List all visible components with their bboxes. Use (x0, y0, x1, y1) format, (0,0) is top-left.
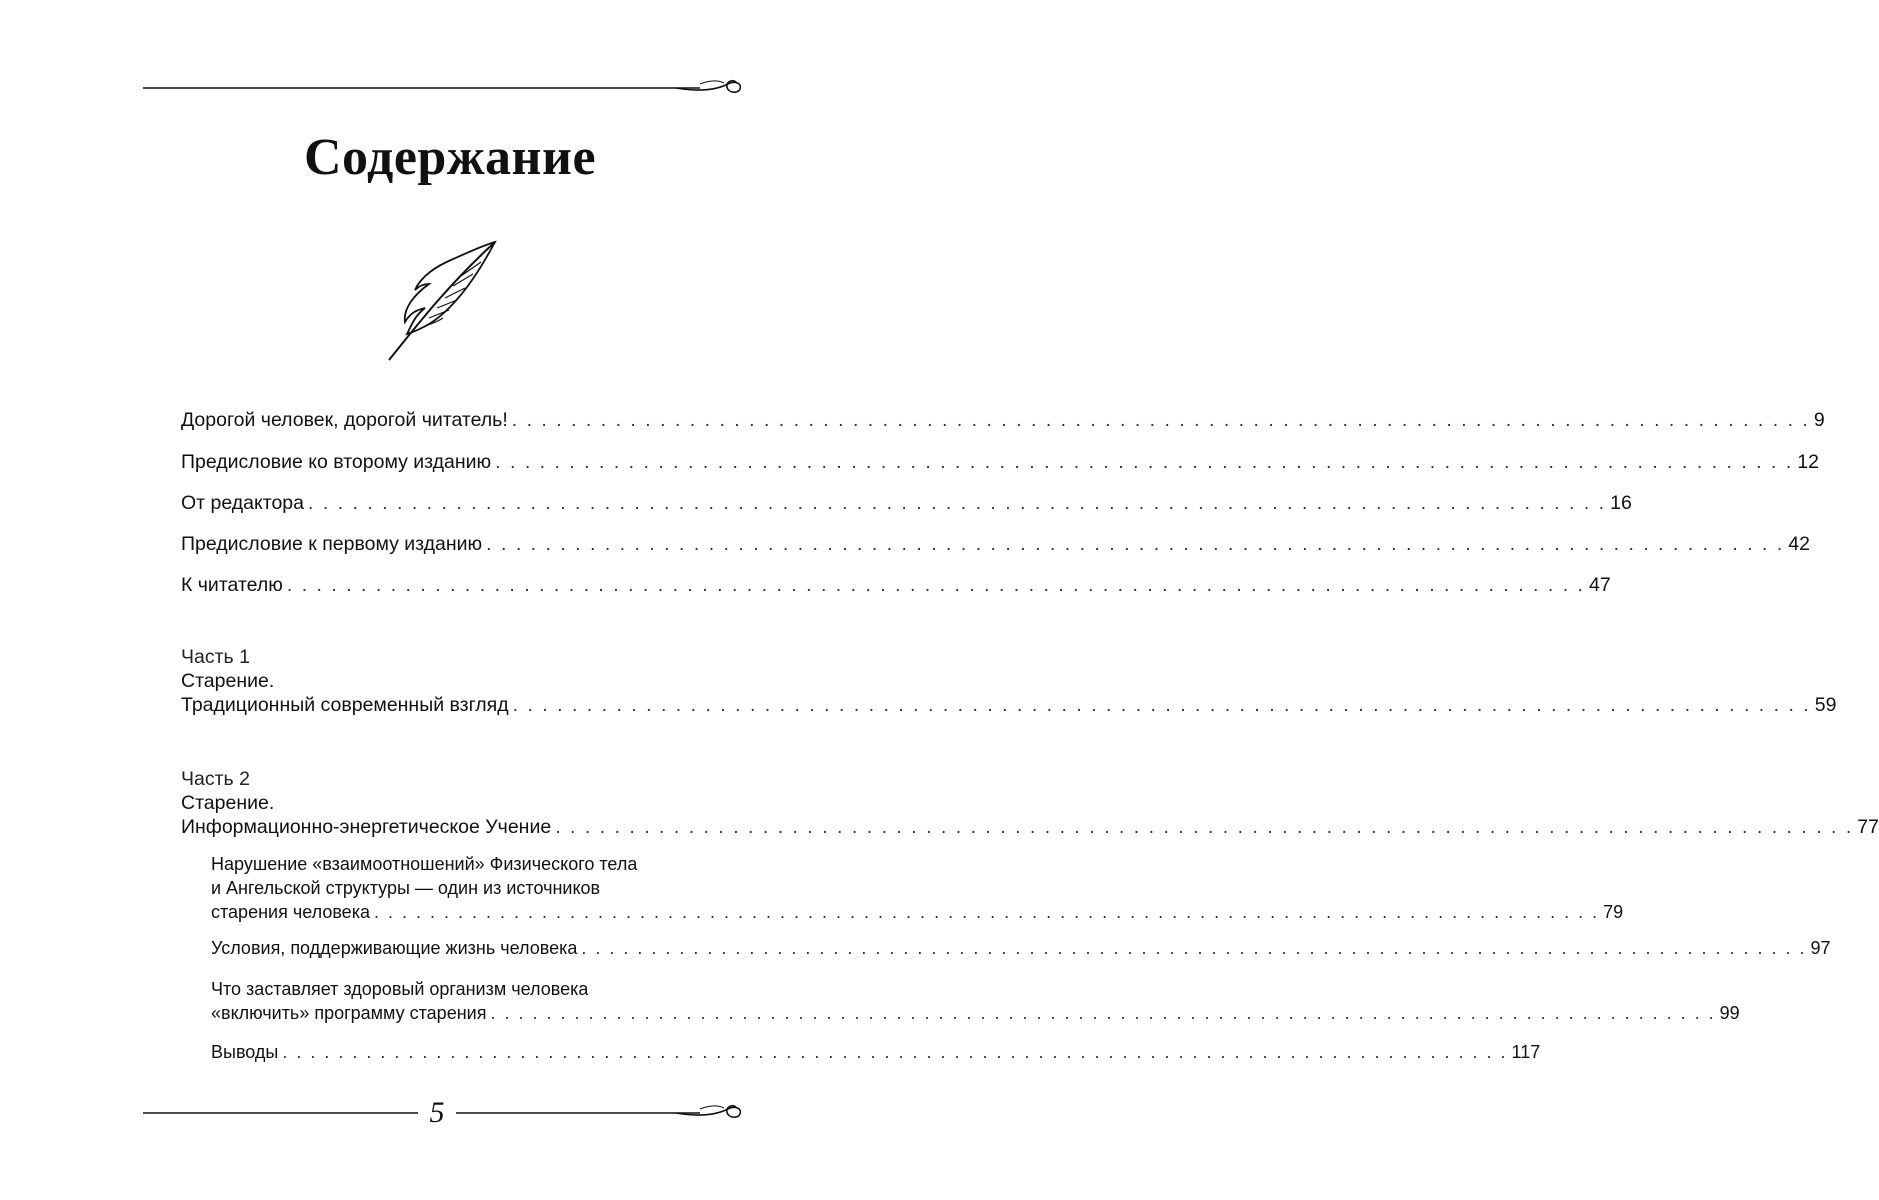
toc-section[interactable] (211, 1040, 1541, 1064)
toc-entry[interactable] (181, 573, 1611, 597)
dot-leader: . . . . . . . . . . . . . . . . . . . . . . . . . . . . . . . . . . . . . . . . . . . . . . . . . . . . . . . . . . . . . . . . . . . . . . . . . . . . . . . . . . . . . . . . (308, 492, 1607, 514)
section-title-line: «включить» программу старения (211, 1003, 487, 1023)
dot-leader: . . . . . . . . . . . . . . . . . . . . . . . . . . . . . . . . . . . . . . . . . . . . . . . . . . . . . . . . . . . . . . . . . . . . . . . . . . . . . . . . . . . . . . . . (512, 694, 1811, 716)
toc-entry-title: К читателю (181, 574, 283, 596)
toc-entry-page: 117 (1511, 1042, 1541, 1062)
section-title-line: старения человека (211, 902, 370, 922)
section-title-line: и Ангельской структуры — один из источников (211, 878, 601, 898)
toc-entry[interactable] (181, 450, 1819, 474)
toc-part[interactable] (181, 767, 1879, 839)
part-title-line: Информационно-энергетическое Учение (181, 816, 552, 838)
dot-leader: . . . . . . . . . . . . . . . . . . . . . . . . . . . . . . . . . . . . . . . . . . . . . . . . . . . . . . . . . . . . . . . . . . . . . . . . . . . . . . . . . . . . . . . . (282, 1042, 1508, 1062)
toc-entry-page: 47 (1588, 574, 1611, 596)
toc-entry-page: 79 (1603, 902, 1624, 922)
dot-leader: . . . . . . . . . . . . . . . . . . . . . . . . . . . . . . . . . . . . . . . . . . . . . . . . . . . . . . . . . . . . . . . . . . . . . . . . . . . . . . . . . . . . . . . . (511, 409, 1810, 431)
dot-leader: . . . . . . . . . . . . . . . . . . . . . . . . . . . . . . . . . . . . . . . . . . . . . . . . . . . . . . . . . . . . . . . . . . . . . . . . . . . . . . . . . . . . . . . . (286, 574, 1585, 596)
toc-entry-page: 59 (1814, 694, 1837, 716)
toc-part[interactable] (181, 645, 1837, 717)
section-title-line: Выводы (211, 1042, 279, 1062)
dot-leader: . . . . . . . . . . . . . . . . . . . . . . . . . . . . . . . . . . . . . . . . . . . . . . . . . . . . . . . . . . . . . . . . . . . . . . . . . . . . . . . . . . . . . . . . (495, 451, 1794, 473)
section-title-line: Нарушение «взаимоотношений» Физического тела (211, 854, 638, 874)
section-title-line: Что заставляет здоровый организм человека (211, 979, 589, 999)
toc-entry[interactable] (181, 532, 1810, 556)
part-title-line: Старение. (181, 792, 275, 814)
toc-entry-title: Предисловие ко второму изданию (181, 451, 492, 473)
toc-entry-page: 99 (1719, 1003, 1740, 1023)
dot-leader: . . . . . . . . . . . . . . . . . . . . . . . . . . . . . . . . . . . . . . . . . . . . . . . . . . . . . . . . . . . . . . . . . . . . . . . . . . . . . . . . . . . . . . . . (581, 938, 1807, 958)
toc-section[interactable] (211, 977, 1740, 1025)
top-ornament-rule (0, 0, 900, 120)
toc-entry[interactable] (181, 408, 1825, 432)
page-number: 5 (429, 1096, 445, 1129)
section-title-line: Условия, поддерживающие жизнь человека (211, 938, 578, 958)
part-title-line: Традиционный современный взгляд (181, 694, 509, 716)
toc-entry-title: Предисловие к первому изданию (181, 533, 483, 555)
toc-entry[interactable] (181, 491, 1632, 515)
part-label: Часть 1 (181, 646, 250, 668)
toc-section[interactable] (211, 852, 1624, 924)
toc-entry-page: 9 (1813, 409, 1825, 431)
toc-entry-page: 42 (1788, 533, 1810, 555)
dot-leader: . . . . . . . . . . . . . . . . . . . . . . . . . . . . . . . . . . . . . . . . . . . . . . . . . . . . . . . . . . . . . . . . . . . . . . . . . . . . . . . . . . . . . . . . (373, 902, 1600, 922)
part-title-line: Старение. (181, 670, 275, 692)
part-label: Часть 2 (181, 768, 250, 790)
feather-icon (385, 238, 505, 363)
toc-entry-page: 12 (1797, 451, 1819, 473)
toc-entry-page: 77 (1857, 816, 1879, 838)
dot-leader: . . . . . . . . . . . . . . . . . . . . . . . . . . . . . . . . . . . . . . . . . . . . . . . . . . . . . . . . . . . . . . . . . . . . . . . . . . . . . . . . . . . . . . . . (555, 816, 1854, 838)
toc-entry-title: От редактора (181, 492, 304, 514)
page-title: Содержание (303, 129, 597, 186)
toc-section[interactable] (211, 936, 1831, 960)
toc-entry-title: Дорогой человек, дорогой читатель! (181, 409, 508, 431)
dot-leader: . . . . . . . . . . . . . . . . . . . . . . . . . . . . . . . . . . . . . . . . . . . . . . . . . . . . . . . . . . . . . . . . . . . . . . . . . . . . . . . . . . . . . . . . (490, 1003, 1716, 1023)
toc-entry-page: 97 (1810, 938, 1831, 958)
dot-leader: . . . . . . . . . . . . . . . . . . . . . . . . . . . . . . . . . . . . . . . . . . . . . . . . . . . . . . . . . . . . . . . . . . . . . . . . . . . . . . . . . . . . . . . . (486, 533, 1785, 555)
toc-entry-page: 16 (1610, 492, 1632, 514)
